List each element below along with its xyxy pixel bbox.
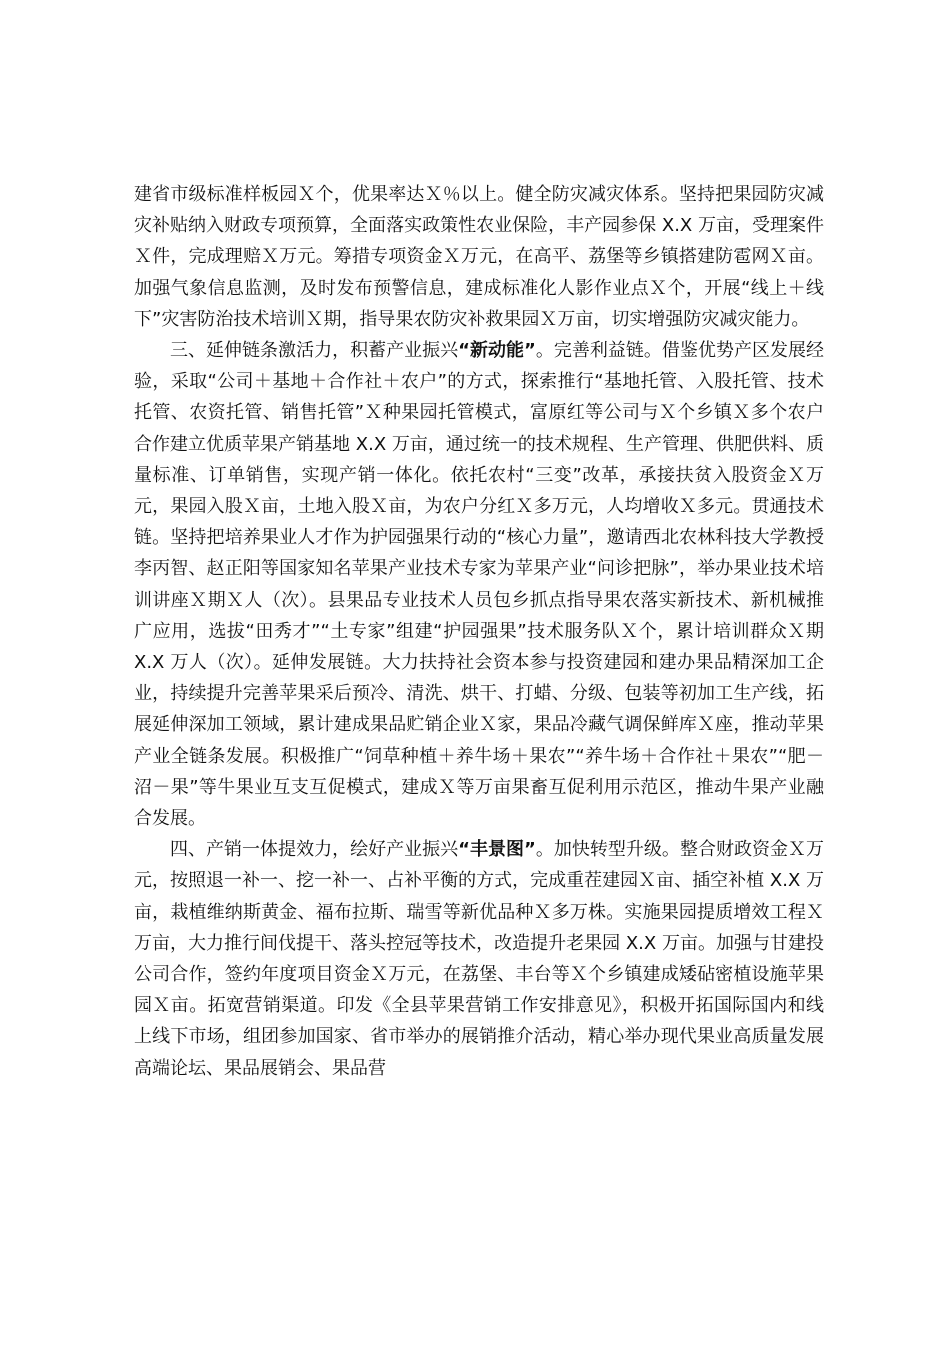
- section-three-keyword: “新动能”: [458, 340, 536, 362]
- paragraph-section-three: [134, 335, 824, 834]
- section-four-heading-lead: 四、产销一体提效力，绘好产业振兴: [170, 839, 459, 861]
- paragraph-disaster-prevention: [134, 179, 824, 335]
- section-four-body: 。加快转型升级。整合财政资金Ｘ万元，按照退一补一、挖一补一、占补平衡的方式，完成重茬建园Ｘ亩、插空补植 X.X 万亩，栽植维纳斯黄金、福布拉斯、瑞雪等新优品种Ｘ多万株。实施果园提质增效工程Ｘ万亩，大力推行间伐提干、落头控冠等技术，改造提升老果园 X.X 万亩。加强与甘建投公司合作，签约年度项目资金Ｘ万元，在荔堡、丰台等Ｘ个乡镇建成矮砧密植设施苹果园Ｘ亩。拓宽营销渠道。印发《全县苹果营销工作安排意见》，积极开拓国际国内和线上线下市场，组团参加国家、省市举办的展销推介活动，精心举办现代果业高质量发展高端论坛、果品展销会、果品营: [134, 839, 825, 1079]
- paragraph-section-four: [134, 834, 824, 1084]
- document-body: [134, 179, 824, 1084]
- section-four-keyword: “丰景图”: [458, 839, 536, 861]
- section-three-body: 。完善利益链。借鉴优势产区发展经验，采取“公司＋基地＋合作社＋农户”的方式，探索推行“基地托管、入股托管、技术托管、农资托管、销售托管”Ｘ种果园托管模式，富原红等公司与Ｘ个乡镇Ｘ多个农户合作建立优质苹果产销基地 X.X 万亩，通过统一的技术规程、生产管理、供肥供料、质量标准、订单销售，实现产销一体化。依托农村“三变”改革，承接扶贫入股资金Ｘ万元，果园入股Ｘ亩，土地入股Ｘ亩，为农户分红Ｘ多万元，人均增收Ｘ多元。贯通技术链。坚持把培养果业人才作为护园强果行动的“核心力量”，邀请西北农林科技大学教授李丙智、赵正阳等国家知名苹果产业技术专家为苹果产业“问诊把脉”，举办果业技术培训讲座Ｘ期Ｘ人（次）。县果品专业技术人员包乡抓点指导果农落实新技术、新机械推广应用，选拔“田秀才”“土专家”组建“护园强果”技术服务队Ｘ个，累计培训群众Ｘ期 X.X 万人（次）。延伸发展链。大力扶持社会资本参与投资建园和建办果品精深加工企业，持续提升完善苹果采后预冷、清洗、烘干、打蜡、分级、包装等初加工生产线，拓展延伸深加工领域，累计建成果品贮销企业Ｘ家，果品冷藏气调保鲜库Ｘ座，推动苹果产业全链条发展。积极推广“饲草种植＋养牛场＋果农”“养牛场＋合作社＋果农”“肥－沼－果”等牛果业互支互促模式，建成Ｘ等万亩果畜互促利用示范区，推动牛果产业融合发展。: [134, 340, 825, 830]
- paragraph-text: 建省市级标准样板园Ｘ个，优果率达Ｘ％以上。健全防灾减灾体系。坚持把果园防灾减灾补贴纳入财政专项预算，全面落实政策性农业保险，丰产园参保 X.X 万亩，受理案件Ｘ件，完成理赔Ｘ万元。筹措专项资金Ｘ万元，在高平、荔堡等乡镇搭建防雹网Ｘ亩。加强气象信息监测，及时发布预警信息，建成标准化人影作业点Ｘ个，开展“线上＋线下”灾害防治技术培训Ｘ期，指导果农防灾补救果园Ｘ万亩，切实增强防灾减灾能力。: [134, 184, 824, 330]
- section-three-heading-lead: 三、延伸链条激活力，积蓄产业振兴: [170, 340, 459, 362]
